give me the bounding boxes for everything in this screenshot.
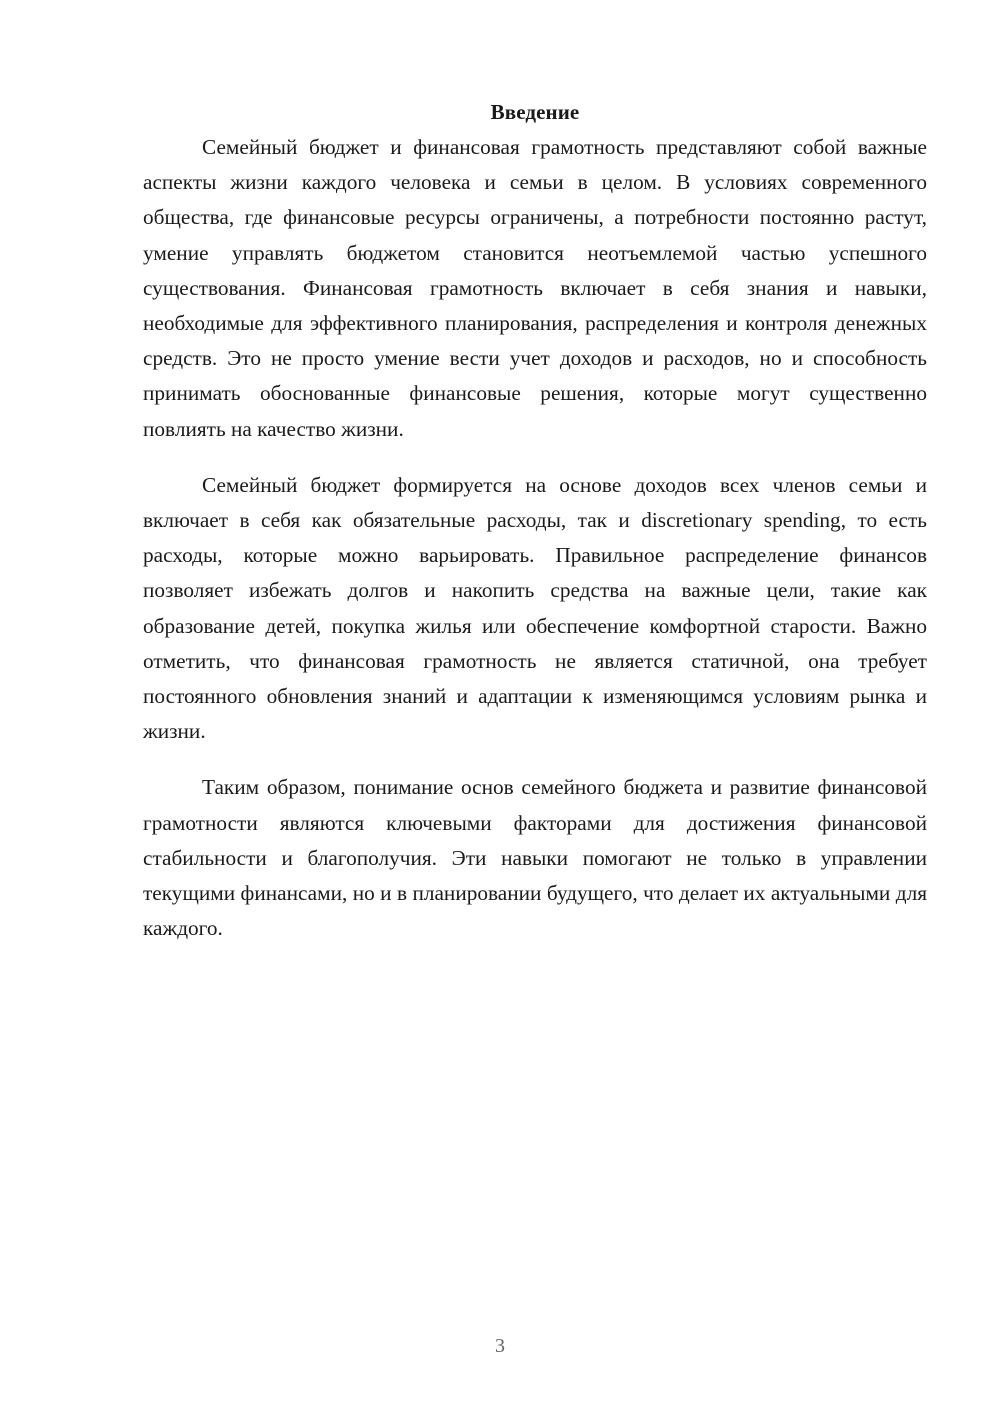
section-heading: Введение bbox=[490, 100, 580, 124]
paragraph-2: Семейный бюджет формируется на основе доходов всех членов семьи и включает в себя как обязательные расходы, так и discretionary spending, то есть расходы, которые можно варьировать. Правильное распределение финансов позволяет избежать долгов и накопить средства на важные цели, такие как образование детей, покупка жилья или обеспечение комфортной старости. Важно отметить, что финансовая грамотность не является статичной, она требует постоянного обновления знаний и адаптации к изменяющимся условиям рынка и жизни. bbox=[143, 472, 927, 744]
paragraph-3: Таким образом, понимание основ семейного бюджета и развитие финансовой грамотности являются ключевыми факторами для достижения финансовой стабильности и благополучия. Эти навыки помогают не только в управлении текущими финансами, но и в планировании будущего, что делает их актуальными для каждого. bbox=[143, 775, 927, 941]
page-content bbox=[143, 98, 927, 967]
paragraph-1: Семейный бюджет и финансовая грамотность представляют собой важные аспекты жизни каждого человека и семьи в целом. В условиях современного общества, где финансовые ресурсы ограничены, а потребности постоянно растут, умение управлять бюджетом становится неотъемлемой частью успешного существования. Финансовая грамотность включает в себя знания и навыки, необходимые для эффективного планирования, распределения и контроля денежных средств. Это не просто умение вести учет доходов и расходов, но и способность принимать обоснованные финансовые решения, которые могут существенно повлиять на качество жизни. bbox=[143, 135, 927, 441]
page-number: 3 bbox=[495, 1335, 505, 1357]
